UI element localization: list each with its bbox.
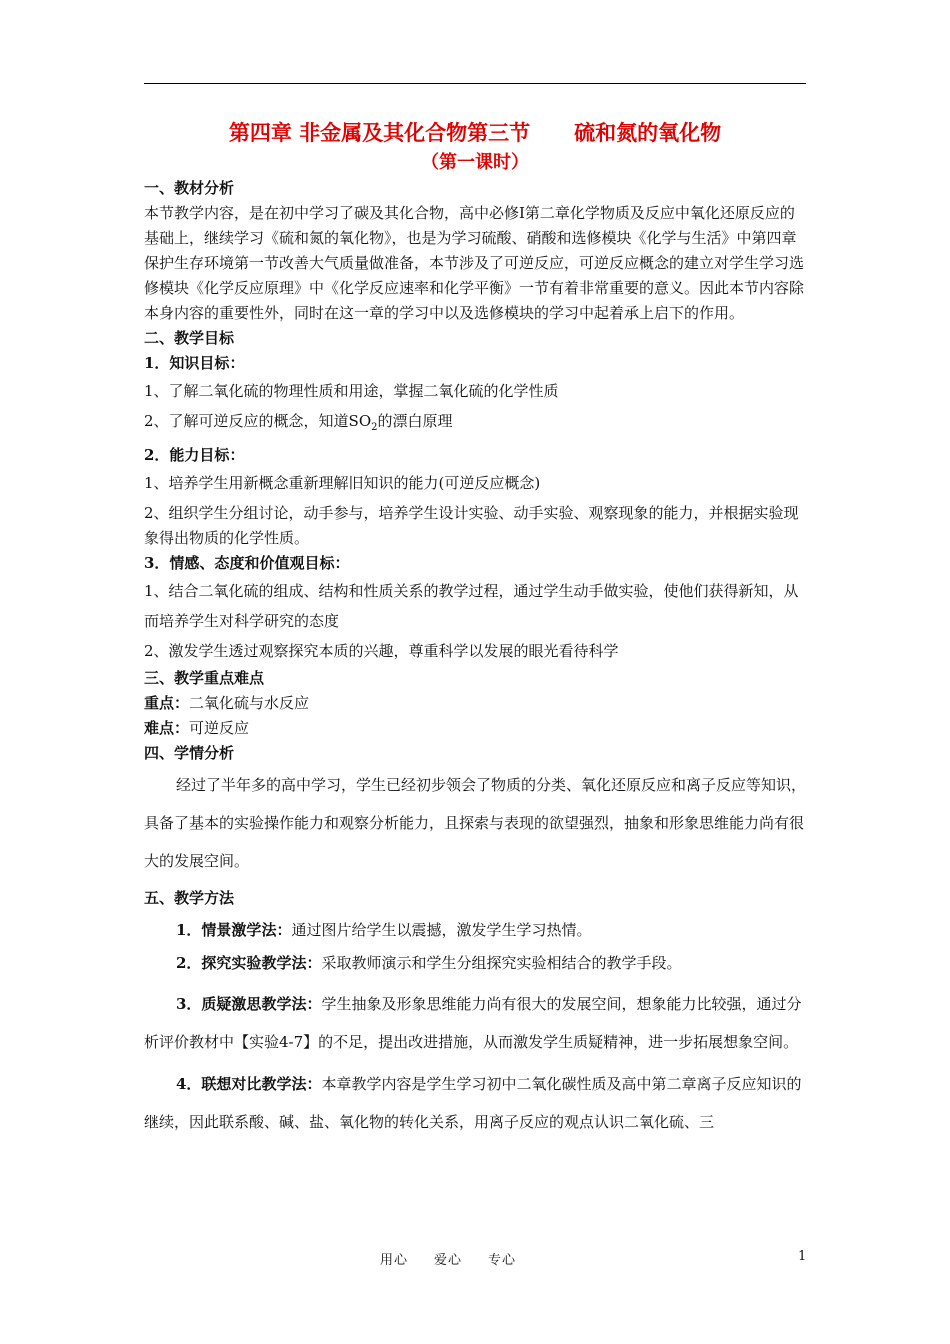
section-text-4: 经过了半年多的高中学习，学生已经初步领会了物质的分类、氧化还原反应和离子反应等知识，具备了基本的实验操作能力和观察分析能力，且探索与表现的欲望强烈，抽象和形象思维能力尚有很大的发展空间。 (144, 776, 807, 870)
section-heading-2: 二、教学目标 (144, 329, 235, 347)
page-number: 1 (798, 1249, 807, 1264)
ability-goal-heading: 2．能力目标： (144, 446, 245, 464)
section-heading-1: 一、教材分析 (144, 179, 235, 197)
document-subtitle: （第一课时） (421, 152, 529, 173)
title-chapter: 第四章 非金属及其化合物第三节 (228, 120, 531, 145)
section-text-1: 本节教学内容，是在初中学习了碳及其化合物，高中必修Ⅰ第二章化学物质及反应中氧化还原反应的基础上，继续学习《硫和氮的氧化物》，也是为学习硫酸、硝酸和选修模块《化学与生活》中第四章保护生存环境第一节改善大气质量做准备，本节涉及了可逆反应，可逆反应概念的建立对学生学习选修模块《化学反应原理》中《化学反应速率和化学平衡》一节有着非常重要的意义。因此本节内容除本身内容的重要性外，同时在这一章的学习中以及选修模块的学习中起着承上启下的作用。 (144, 204, 805, 322)
method-2: 2．探究实验教学法：采取教师演示和学生分组探究实验相结合的教学手段。 (176, 954, 682, 972)
ability-goal-1: 1、培养学生用新概念重新理解旧知识的能力(可逆反应概念) (144, 474, 541, 492)
header-rule (144, 83, 806, 84)
section-heading-3: 三、教学重点难点 (144, 669, 265, 687)
method-1: 1．情景激学法：通过图片给学生以震撼，激发学生学习热情。 (176, 921, 592, 939)
section-heading-4: 四、学情分析 (144, 744, 235, 762)
method-list (144, 915, 806, 1141)
document-title (144, 118, 806, 148)
difficult-point: 难点：可逆反应 (144, 719, 250, 737)
footer-motto: 用心 爱心 专心 (380, 1253, 517, 1268)
method-3: 3．质疑激思教学法：学生抽象及形象思维能力尚有很大的发展空间，想象能力比较强，通过分析评价教材中【实验4-7】的不足，提出改进措施，从而激发学生质疑精神，进一步拓展想象空间。 (144, 995, 802, 1051)
knowledge-goal-heading: 1．知识目标： (144, 354, 245, 372)
key-point: 重点：二氧化硫与水反应 (144, 694, 310, 712)
section-heading-5: 五、教学方法 (144, 889, 235, 907)
emotion-goal-2: 2、激发学生透过观察探究本质的兴趣，尊重科学以发展的眼光看待科学 (144, 642, 619, 660)
ability-goal-2: 2、组织学生分组讨论，动手参与，培养学生设计实验、动手实验、观察现象的能力，并根据实验现象得出物质的化学性质。 (144, 504, 799, 547)
knowledge-goal-1: 1、了解二氧化硫的物理性质和用途，掌握二氧化硫的化学性质 (144, 382, 559, 400)
title-topic: 硫和氮的氧化物 (574, 120, 722, 145)
document-body (144, 118, 806, 1141)
emotion-goal-heading: 3．情感、态度和价值观目标： (144, 554, 350, 572)
method-4: 4．联想对比教学法：本章教学内容是学生学习初中二氧化碳性质及高中第二章离子反应知识的继续，因此联系酸、碱、盐、氧化物的转化关系，用离子反应的观点认识二氧化硫、三 (144, 1075, 802, 1131)
emotion-goal-1: 1、结合二氧化硫的组成、结构和性质关系的教学过程，通过学生动手做实验，使他们获得新知，从而培养学生对科学研究的态度 (144, 582, 799, 630)
knowledge-goal-2: 2、了解可逆反应的概念，知道$SO_2$的漂白原理 (144, 412, 453, 433)
